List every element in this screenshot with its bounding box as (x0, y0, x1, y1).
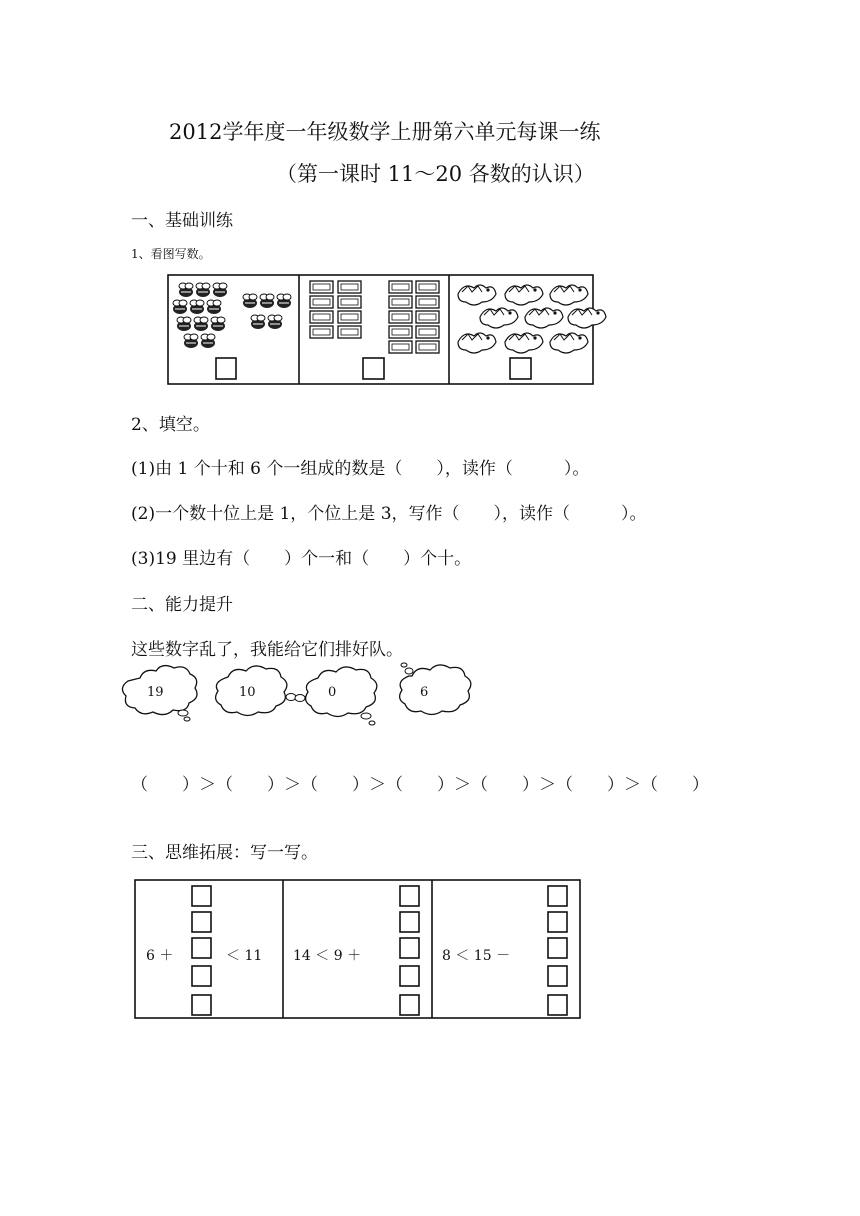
answer-box[interactable] (192, 886, 211, 906)
answer-box[interactable] (548, 938, 567, 958)
cloud-number-19: 19 (147, 685, 164, 700)
fill-item-1: (1)由 1 个十和 6 个一组成的数是（ ），读作（ ）。 (131, 459, 590, 479)
question1-label: 1、看图写数。 (131, 247, 211, 261)
panel1-expression: 6 ＋ (146, 948, 174, 964)
panel1-compare: ＜ 11 (226, 948, 263, 964)
answer-box[interactable] (548, 886, 567, 906)
cloud-number-6: 6 (420, 685, 429, 700)
panel3-expression: 8 ＜ 15 － (442, 948, 511, 964)
page-subtitle: （第一课时 11～20 各数的认识） (276, 162, 595, 186)
answer-box[interactable] (400, 938, 419, 958)
answer-box[interactable] (400, 995, 419, 1015)
fill-item-2: (2)一个数十位上是 1，个位上是 3，写作（ ），读作（ ）。 (131, 504, 647, 524)
answer-box[interactable] (548, 912, 567, 932)
answer-box[interactable] (192, 966, 211, 986)
cloud-number-0: 0 (328, 685, 337, 700)
question2-label: 2、填空。 (131, 415, 210, 435)
answer-box[interactable] (192, 912, 211, 932)
section2-prompt: 这些数字乱了，我能给它们排好队。 (131, 640, 403, 660)
answer-box[interactable] (192, 995, 211, 1015)
panel2-expression: 14 ＜ 9 ＋ (293, 948, 362, 964)
answer-box[interactable] (400, 886, 419, 906)
answer-box[interactable] (400, 966, 419, 986)
answer-box[interactable] (192, 938, 211, 958)
section2-heading: 二、能力提升 (131, 595, 233, 615)
answer-box[interactable] (548, 966, 567, 986)
section3-heading: 三、思维拓展：写一写。 (131, 843, 318, 863)
answer-box[interactable] (400, 912, 419, 932)
answer-box[interactable] (548, 995, 567, 1015)
fill-item-3: (3)19 里边有（ ）个一和（ ）个十。 (131, 549, 472, 569)
page-title: 2012学年度一年级数学上册第六单元每课一练 (169, 120, 601, 144)
cloud-number-10: 10 (239, 685, 256, 700)
order-line[interactable]: （ ）＞（ ）＞（ ）＞（ ）＞（ ）＞（ ）＞（ ） (131, 775, 709, 795)
section1-heading: 一、基础训练 (131, 211, 233, 231)
